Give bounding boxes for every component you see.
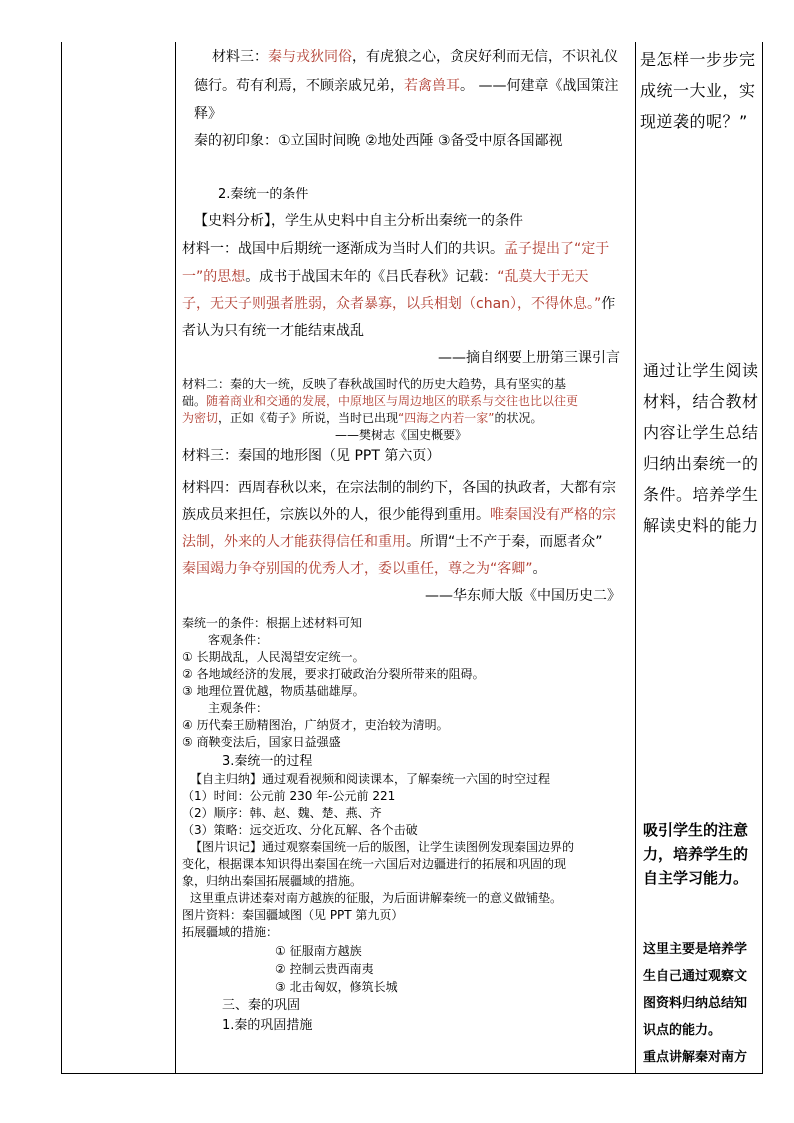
process-item: （3）策略：远交近攻、分化瓦解、各个击破 bbox=[182, 823, 418, 837]
picture-source: 图片资料：秦国疆域图（见 PPT 第九页） bbox=[182, 908, 404, 922]
side-note-line: 重点讲解秦对南方 bbox=[643, 1050, 748, 1065]
side-note-line: 这里主要是培养学 bbox=[643, 942, 748, 957]
material-three-map: 材料三：秦国的地形图（见 PPT 第六页） bbox=[182, 448, 441, 464]
side-note-line: 归纳出秦统一的 bbox=[643, 454, 759, 473]
material-four-line: 族成员来担任，宗族以外的人，很少能得到重用。唯秦国没有严格的宗 bbox=[182, 507, 616, 523]
subsection-heading: 1.秦的巩固措施 bbox=[222, 1018, 313, 1033]
material-one-line: 一”的思想。成书于战国末年的《吕氏春秋》记载：“乱莫大于无天 bbox=[182, 269, 589, 285]
qin-first-impression: 秦的初印象：①立国时间晚 ②地处西陲 ③备受中原各国鄙视 bbox=[194, 133, 563, 149]
conditions-intro: 秦统一的条件：根据上述材料可知 bbox=[182, 616, 363, 630]
material-three-line: 德行。苟有利焉，不顾亲戚兄弟，若禽兽耳。 ——何建章《战国策注 bbox=[194, 78, 619, 94]
source-citation: ——华东师大版《中国历史二》 bbox=[425, 588, 621, 604]
source-citation: ——摘自纲要上册第三课引言 bbox=[438, 350, 620, 366]
side-note-line: 识点的能力。 bbox=[643, 1023, 722, 1038]
map-memory-line: 象，归纳出秦国拓展疆域的措施。 bbox=[182, 874, 363, 888]
column-divider bbox=[175, 42, 176, 1073]
material-two-line: 为密切，正如《荀子》所说，当时已出现“四海之内若一家”的状况。 bbox=[182, 411, 543, 425]
material-one-line: 材料一：战国中后期统一逐渐成为当时人们的共识。孟子提出了“定于 bbox=[182, 241, 610, 257]
section-heading: 三、秦的巩固 bbox=[222, 998, 301, 1013]
column-divider bbox=[635, 42, 636, 1073]
side-note-line: 自主学习能力。 bbox=[643, 869, 749, 887]
self-summary: 【自主归纳】通过观看视频和阅读课本，了解秦统一六国的时空过程 bbox=[190, 772, 551, 786]
side-note-line: 吸引学生的注意 bbox=[643, 821, 749, 839]
side-note-line: 材料，结合教材 bbox=[643, 392, 759, 411]
side-note-line: 力，培养学生的 bbox=[643, 845, 749, 863]
map-memory-line: 【图片识记】通过观察秦国统一后的版图，让学生读图例发现秦国边界的 bbox=[190, 840, 575, 854]
measure-item: ② 控制云贵西南夷 bbox=[275, 962, 374, 976]
map-memory-line: 变化，根据课本知识得出秦国在统一六国后对边疆进行的拓展和巩固的现 bbox=[182, 857, 567, 871]
section-heading: 3.秦统一的过程 bbox=[222, 754, 313, 769]
focus-note: 这里重点讲述秦对南方越族的征服，为后面讲解秦统一的意义做铺垫。 bbox=[190, 891, 563, 905]
material-four-line: 法制，外来的人才能获得信任和重用。所谓“士不产于秦，而愿者众” bbox=[182, 534, 603, 550]
material-one-line: 子，无天子则强者胜弱，众者暴寡，以兵相刬（chan），不得休息。”作 bbox=[182, 296, 616, 312]
condition-item: ③ 地理位置优越，物质基础雄厚。 bbox=[182, 684, 365, 698]
process-item: （2）顺序：韩、赵、魏、楚、燕、齐 bbox=[182, 806, 382, 820]
measures-label: 拓展疆域的措施： bbox=[182, 925, 279, 939]
section-heading: 2.秦统一的条件 bbox=[218, 187, 309, 202]
measure-item: ③ 北击匈奴，修筑长城 bbox=[275, 980, 398, 994]
side-note-line: 图资料归纳总结知 bbox=[643, 996, 748, 1011]
side-note-line: 通过让学生阅读 bbox=[643, 361, 759, 380]
condition-item: ② 各地域经济的发展，要求打破政治分裂所带来的阻碍。 bbox=[182, 667, 485, 681]
measure-item: ① 征服南方越族 bbox=[275, 944, 362, 958]
method-line: 【史料分析】，学生从史料中自主分析出秦统一的条件 bbox=[194, 213, 523, 229]
material-two-line: 材料二：秦的大一统，反映了春秋战国时代的历史大趋势，具有坚实的基 bbox=[182, 377, 567, 391]
subjective-label: 主观条件： bbox=[208, 701, 269, 715]
side-note-line: 生自己通过观察文 bbox=[643, 969, 748, 984]
process-item: （1）时间：公元前 230 年-公元前 221 bbox=[182, 789, 396, 803]
condition-item: ④ 历代秦王励精图治，广纳贤才，吏治较为清明。 bbox=[182, 718, 449, 732]
material-three-line: 释》 bbox=[194, 106, 222, 122]
side-note-line: 现逆袭的呢？” bbox=[640, 112, 748, 131]
material-four-line: 秦国竭力争夺别国的优秀人才，委以重任，尊之为“客卿”。 bbox=[182, 561, 547, 577]
side-note-line: 成统一大业，实 bbox=[640, 81, 756, 100]
material-four-line: 材料四：西周春秋以来，在宗法制的制约下，各国的执政者，大都有宗 bbox=[182, 480, 616, 496]
side-note-line: 是怎样一步步完 bbox=[640, 50, 756, 69]
side-note-line: 条件。培养学生 bbox=[643, 485, 759, 504]
objective-label: 客观条件： bbox=[208, 633, 269, 647]
material-one-line: 者认为只有统一才能结束战乱 bbox=[182, 323, 364, 339]
source-citation: ——樊树志《国史概要》 bbox=[335, 428, 468, 442]
condition-item: ⑤ 商鞅变法后，国家日益强盛 bbox=[182, 735, 341, 749]
material-three-line: 材料三：秦与戎狄同俗，有虎狼之心，贪戾好利而无信，不识礼仪 bbox=[212, 49, 618, 65]
material-two-line: 础。随着商业和交通的发展，中原地区与周边地区的联系与交往也比以往更 bbox=[182, 394, 579, 408]
side-note-line: 内容让学生总结 bbox=[643, 423, 759, 442]
condition-item: ① 长期战乱，人民渴望安定统一。 bbox=[182, 650, 365, 664]
side-note-line: 解读史料的能力 bbox=[643, 516, 759, 535]
